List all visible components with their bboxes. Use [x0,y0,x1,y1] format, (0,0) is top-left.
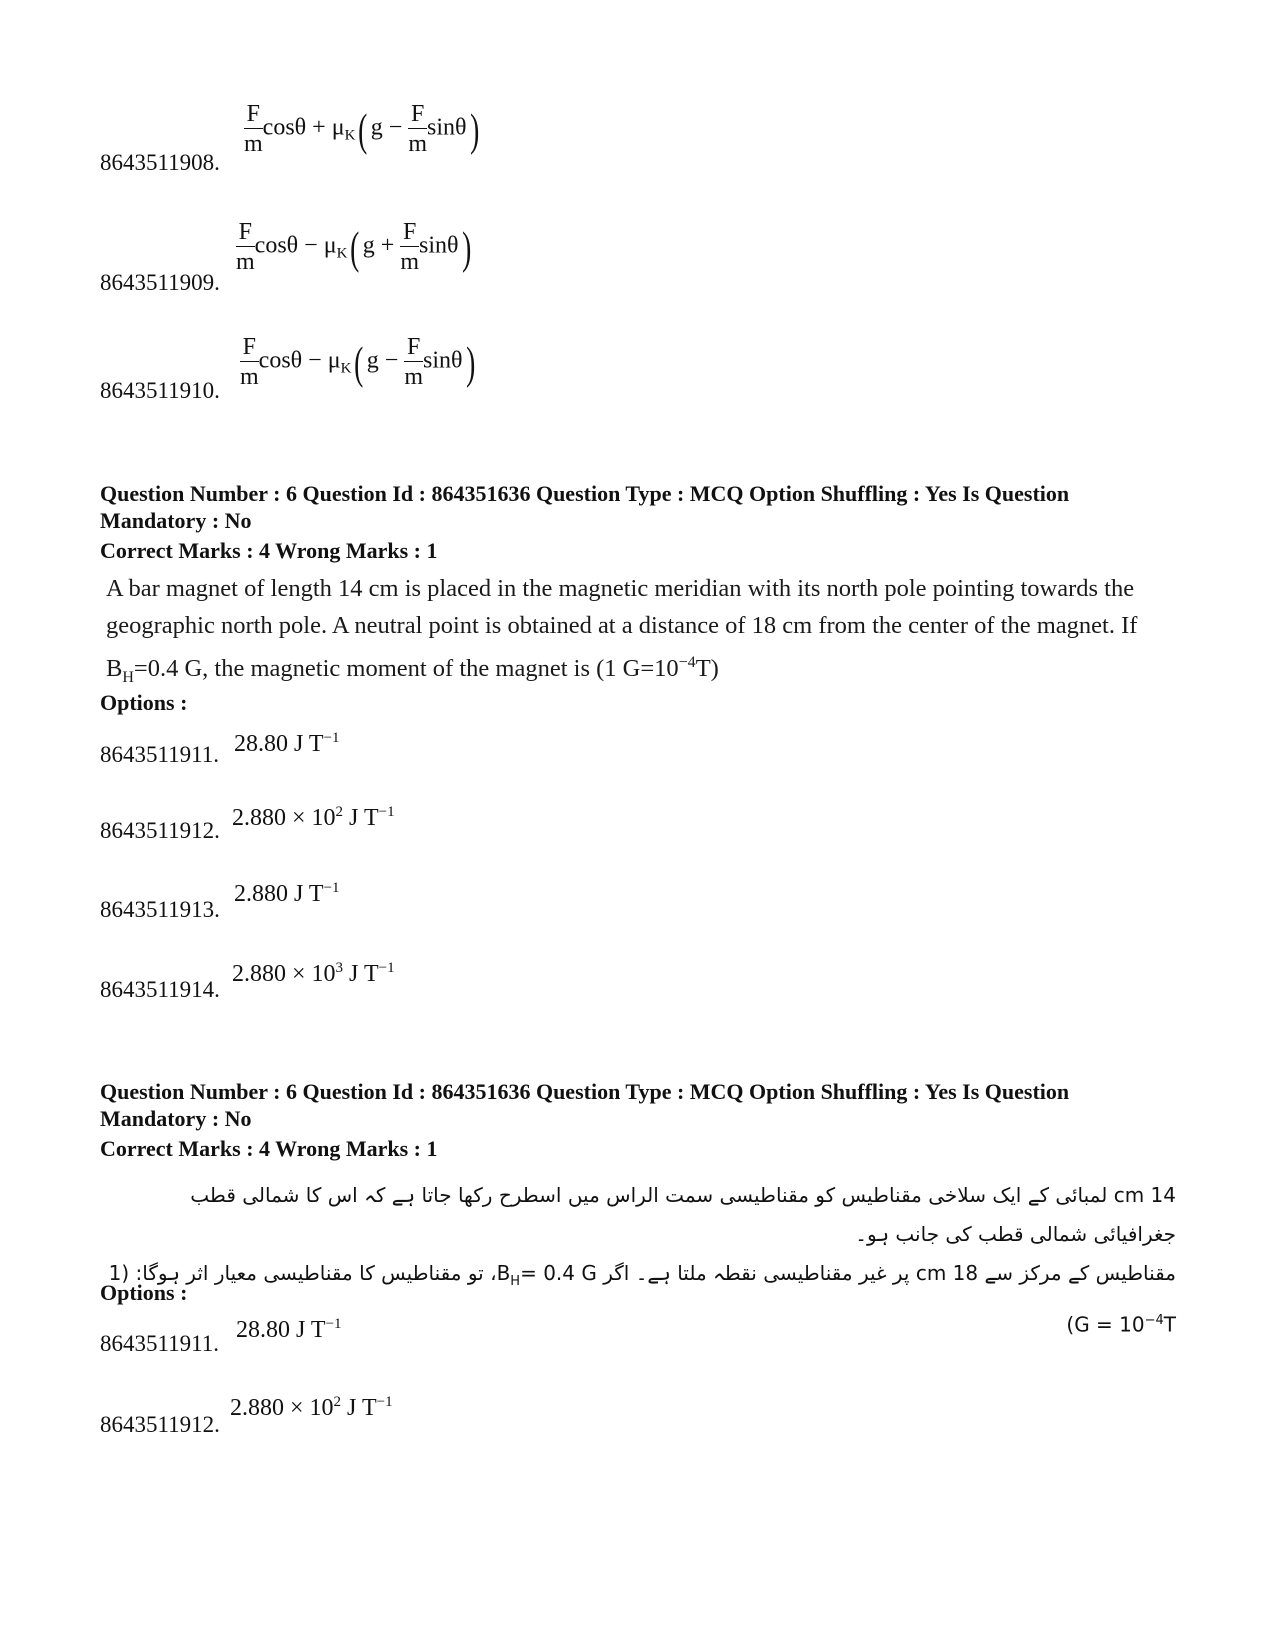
sign: − [384,347,399,374]
option-formula: $\frac{F}{m}$ $\cos\theta - \mu_K$( g + $\frac{F}{m}$ sinθ) [236,219,471,275]
option-id: 8643511911. [100,742,220,767]
option-formula: $\frac{F}{m}$ $\cos\theta - \mu_K$( g − $\frac{F}{m}$ sinθ) [240,334,475,390]
option-value: 2.880 J $T^{-1}$ [234,880,340,907]
question-header: Question Number : 6 Question Id : 864351636 Question Type : MCQ Option Shuffling : Yes Is Question Mandatory : No [100,481,1070,533]
option-value: 28.80 J $T^{-1}$ [234,730,340,757]
sign: − [388,114,403,141]
question-marks: Correct Marks : 4 Wrong Marks : 1 [100,538,438,563]
sign: − [308,347,322,374]
options-label: Options : [100,1280,188,1305]
option-value: $2.880 \times 10^2$ J $T^{-1}$ [230,1394,393,1421]
option-id: 8643511908. [100,150,220,175]
option-formula: $\frac{F}{m}$ $\cos\theta + \mu_K$( g − $\frac{F}{m}$ sinθ) [244,101,479,157]
option-id: 8643511913. [100,897,220,922]
option-id: 8643511909. [100,270,220,295]
sign: + [312,114,326,141]
question-text-urdu: 14 cm لمبائی کے ایک سلاخی مقناطیس کو مقناطیسی سمت الراس میں اسطرح رکھا جاتا ہے کہ اس کا شمالی قطب جغرافیائی شمالی قطب کی جانب ہو۔ مقناطیس کے مرکز سے 18 cm پر غیر مقناطیسی نقطہ ملتا ہے۔ اگر $B_H= 0.4$ G، تو مقناطیس کا مقناطیسی معیار اثر ہوگا: (1 $G = 10^{-4}T$) [108,1183,1176,1337]
question-marks: Correct Marks : 4 Wrong Marks : 1 [100,1136,438,1161]
option-id: 8643511911. [100,1331,220,1356]
option-id: 8643511914. [100,977,220,1002]
option-value: 28.80 J $T^{-1}$ [236,1316,342,1343]
option-value: $2.880 \times 10^3$ J $T^{-1}$ [232,960,395,987]
option-id: 8643511912. [100,818,220,843]
question-text: A bar magnet of length 14 cm is placed in the magnetic meridian with its north pole pointing towards the geographic north pole. A neutral point is obtained at a distance of 18 cm from the center of the magnet. If $B_H=0.4$ G, the magnetic moment of the magnet is (1 $G=10^{-4}T$) [106,575,1138,687]
sign: − [304,232,318,259]
question-header: Question Number : 6 Question Id : 864351636 Question Type : MCQ Option Shuffling : Yes Is Question Mandatory : No [100,1079,1070,1131]
option-id: 8643511912. [100,1412,220,1437]
options-label: Options : [100,690,188,715]
option-id: 8643511910. [100,378,220,403]
sign: + [380,232,395,259]
option-value: $2.880 \times 10^2$ J $T^{-1}$ [232,804,395,831]
